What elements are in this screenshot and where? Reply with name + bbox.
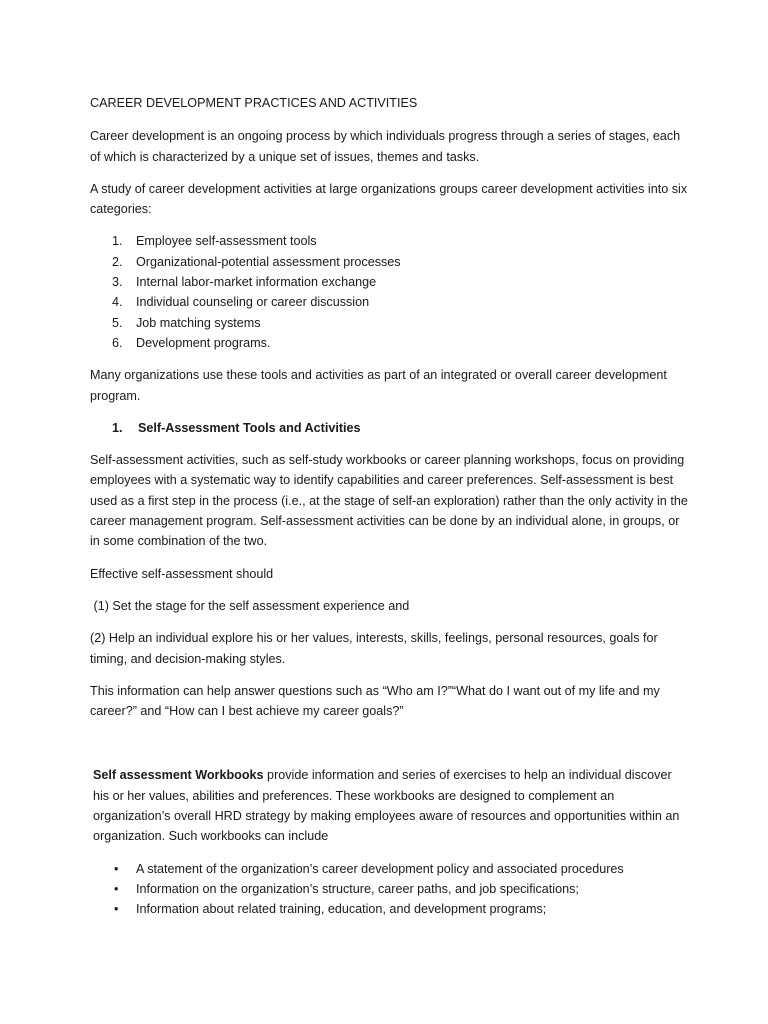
list-number: 2.: [112, 254, 123, 269]
bullet-icon: •: [114, 902, 119, 917]
list-item: [90, 333, 690, 353]
document-title: CAREER DEVELOPMENT PRACTICES AND ACTIVITIES: [90, 96, 418, 110]
list-item: [90, 292, 690, 312]
workbooks-bold-term: Self assessment Workbooks: [93, 768, 264, 783]
blank-line: [90, 733, 690, 765]
list-item-text: Development programs.: [136, 335, 271, 350]
section-number: 1.: [112, 420, 123, 435]
list-item-text: Information about related training, education, and development programs;: [136, 902, 547, 917]
list-item-text: A statement of the organization’s career development policy and associated procedures: [136, 861, 624, 876]
list-item-text: Job matching systems: [136, 315, 261, 330]
integrated-paragraph: Many organizations use these tools and activities as part of an integrated or overall career development program.: [90, 368, 667, 403]
section-heading: [90, 418, 690, 438]
list-item: [90, 272, 690, 292]
workbooks-paragraph: [90, 765, 690, 846]
list-item: [90, 231, 690, 251]
document-page: [90, 93, 690, 920]
list-item-text: Individual counseling or career discussion: [136, 295, 370, 310]
list-item-text: Employee self-assessment tools: [136, 234, 317, 249]
list-item: [90, 899, 690, 919]
list-item-text: Information on the organization’s structure, career paths, and job specifications;: [136, 881, 579, 896]
self-assessment-paragraph: Self-assessment activities, such as self-study workbooks or career planning workshops, focus on providing employees with a systematic way to identify capabilities and career preferences. Self-assessment is best used as a first step in the process (i.e., at the stage of self-an exploration) rather than the only activity in the career management program. Self-assessment activities can be done by an individual alone, in groups, or in some combination of the two.: [90, 453, 688, 549]
section-heading-text: Self-Assessment Tools and Activities: [138, 420, 361, 435]
point-1-paragraph: (1) Set the stage for the self assessment experience and: [90, 598, 410, 613]
list-number: 4.: [112, 295, 123, 310]
study-paragraph: A study of career development activities at large organizations groups career development activities into six categories:: [90, 181, 688, 217]
list-item-text: Organizational-potential assessment processes: [136, 254, 401, 269]
bullet-icon: •: [114, 861, 119, 876]
bullet-icon: •: [114, 881, 119, 896]
list-item: [90, 859, 690, 879]
list-item: [90, 879, 690, 899]
point-2-paragraph: (2) Help an individual explore his or her values, interests, skills, feelings, personal resources, goals for timing, and decision-making styles.: [90, 631, 658, 666]
list-item: [90, 252, 690, 272]
list-item: [90, 313, 690, 333]
list-number: 6.: [112, 335, 123, 350]
effective-paragraph: Effective self-assessment should: [90, 566, 274, 581]
list-item-text: Internal labor-market information exchange: [136, 275, 377, 290]
workbook-contents-list: [90, 859, 690, 920]
list-number: 3.: [112, 275, 123, 290]
questions-paragraph: This information can help answer questions such as “Who am I?”“What do I want out of my life and my career?” and “How can I best achieve my career goals?”: [90, 683, 660, 719]
list-number: 5.: [112, 315, 123, 330]
list-number: 1.: [112, 234, 123, 249]
intro-paragraph: Career development is an ongoing process by which individuals progress through a series of stages, each of which is characterized by a unique set of issues, themes and tasks.: [90, 129, 681, 164]
workbooks-text: provide information and series of exercises to help an individual discover his or her values, abilities and preferences. These workbooks are designed to complement an organization’s overall HRD strategy by making employees aware of resources and opportunities within an organization. Such workbooks can include: [93, 768, 680, 844]
categories-list: [90, 231, 690, 353]
